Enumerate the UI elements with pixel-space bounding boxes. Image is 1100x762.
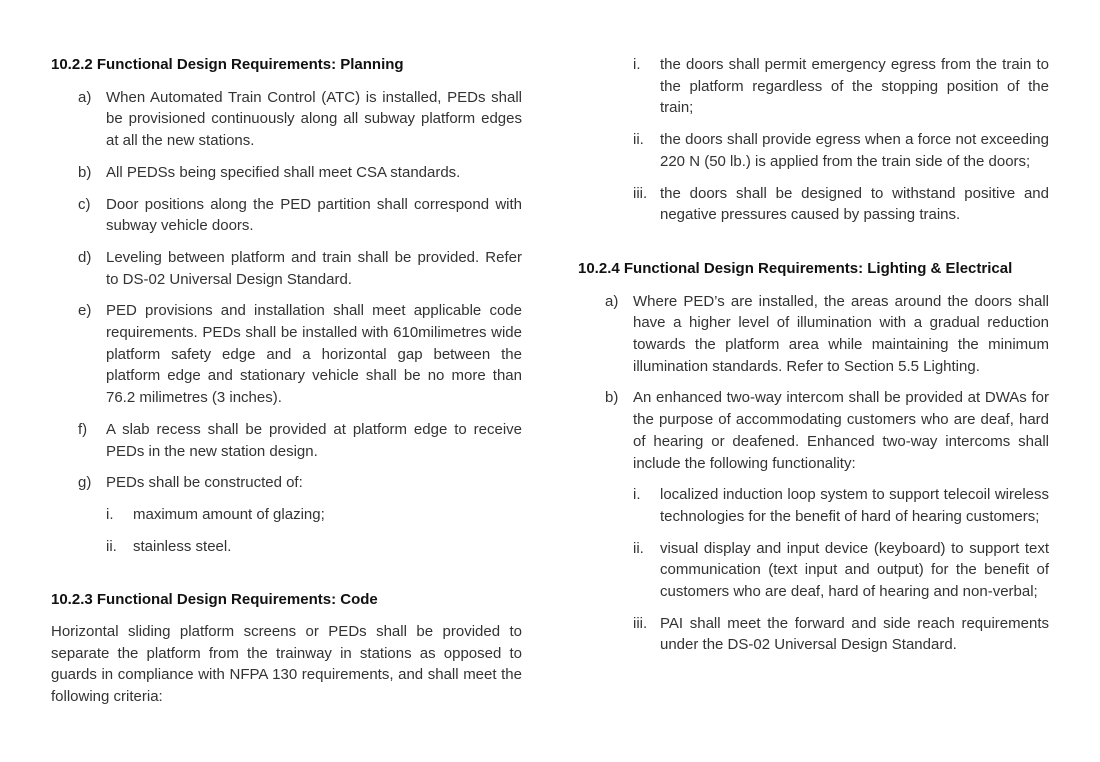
section-10-2-3-heading: 10.2.3 Functional Design Requirements: Code xyxy=(51,591,378,609)
subitem-marker: iii. xyxy=(633,614,648,632)
criteria-item-i xyxy=(578,54,1049,119)
item-marker: a) xyxy=(605,292,619,310)
lighting-subitem-i xyxy=(578,484,1049,527)
lighting-item-b xyxy=(578,387,1049,474)
item-marker: c) xyxy=(78,195,91,213)
criteria-text: the doors shall provide egress when a force not exceeding 220 N (50 lb.) is applied from the train side of the doors; xyxy=(660,131,1049,170)
item-text: PEDs shall be constructed of: xyxy=(106,474,303,492)
item-text: When Automated Train Control (ATC) is installed, PEDs shall be provisioned continuously along all subway platform edges at all the new stations. xyxy=(106,88,522,150)
item-marker: f) xyxy=(78,420,88,438)
planning-item-f xyxy=(51,419,522,462)
item-text: All PEDSs being specified shall meet CSA standards. xyxy=(106,163,461,181)
lighting-subitem-ii xyxy=(578,538,1049,603)
planning-subitem-i xyxy=(51,504,522,526)
planning-item-g xyxy=(51,472,522,494)
planning-item-a xyxy=(51,87,522,152)
item-text: Leveling between platform and train shall be provided. Refer to DS-02 Universal Design Standard. xyxy=(106,248,522,288)
item-text: PED provisions and installation shall meet applicable code requirements. PEDs shall be installed with 610milimetres wide platform safety edge and a horizontal gap between the platform edge and stationary vehicle shall be no more than 76.2 milimetres (3 inches). xyxy=(106,302,522,407)
item-marker: b) xyxy=(78,163,92,181)
subitem-text: stainless steel. xyxy=(133,537,232,555)
planning-subitem-ii xyxy=(51,536,522,558)
subitem-text: localized induction loop system to support telecoil wireless technologies for the benefit of hard of hearing customers; xyxy=(660,486,1049,525)
item-marker: g) xyxy=(78,474,92,492)
section-10-2-2-heading: 10.2.2 Functional Design Requirements: Planning xyxy=(51,56,404,73)
item-marker: b) xyxy=(605,389,619,407)
right-column xyxy=(578,54,1049,656)
lighting-item-a xyxy=(578,291,1049,378)
section-10-2-4-heading: 10.2.4 Functional Design Requirements: Lighting & Electrical xyxy=(578,259,1013,277)
subitem-text: PAI shall meet the forward and side reach requirements under the DS-02 Universal Design Standard. xyxy=(660,614,1049,654)
criteria-text: the doors shall permit emergency egress from the train to the platform regardless of the stopping position of the train; xyxy=(660,56,1049,117)
item-text: Door positions along the PED partition shall correspond with subway vehicle doors. xyxy=(106,195,522,235)
criteria-text: the doors shall be designed to withstand positive and negative pressures caused by passing trains. xyxy=(660,184,1049,224)
subitem-marker: ii. xyxy=(106,537,117,555)
item-marker: e) xyxy=(78,302,92,320)
planning-item-b xyxy=(51,162,522,184)
subitem-text: maximum amount of glazing; xyxy=(133,505,325,523)
item-text: Where PED’s are installed, the areas around the doors shall have a higher level of illumination with a gradual reduction towards the platform area while maintaining the minimum illumination standards. Refer to Section 5.5 Lighting. xyxy=(633,292,1049,375)
criteria-marker: iii. xyxy=(633,184,648,202)
criteria-item-iii xyxy=(578,183,1049,226)
item-marker: d) xyxy=(78,248,92,266)
item-text: An enhanced two-way intercom shall be provided at DWAs for the purpose of accommodating customers who are deaf, hard of hearing or deafened. Enhanced two-way intercoms shall include the following functionality: xyxy=(633,389,1049,472)
subitem-text: visual display and input device (keyboard) to support text communication (text input and output) for the benefit of customers who are deaf, hard of hearing and non-verbal; xyxy=(660,539,1049,601)
item-text: A slab recess shall be provided at platform edge to receive PEDs in the new station design. xyxy=(106,420,522,460)
lighting-subitem-iii xyxy=(578,613,1049,656)
planning-item-c xyxy=(51,194,522,237)
subitem-marker: i. xyxy=(106,505,114,523)
criteria-marker: i. xyxy=(633,56,641,73)
criteria-item-ii xyxy=(578,129,1049,172)
code-paragraph: Horizontal sliding platform screens or PEDs shall be provided to separate the platform from the trainway in stations as opposed to guards in compliance with NFPA 130 requirements, and shall meet the following criteria: xyxy=(51,623,522,706)
subitem-marker: ii. xyxy=(633,539,644,557)
planning-item-e xyxy=(51,300,522,409)
left-column xyxy=(51,54,522,708)
planning-item-d xyxy=(51,247,522,290)
subitem-marker: i. xyxy=(633,486,641,504)
item-marker: a) xyxy=(78,88,92,106)
criteria-marker: ii. xyxy=(633,131,644,149)
